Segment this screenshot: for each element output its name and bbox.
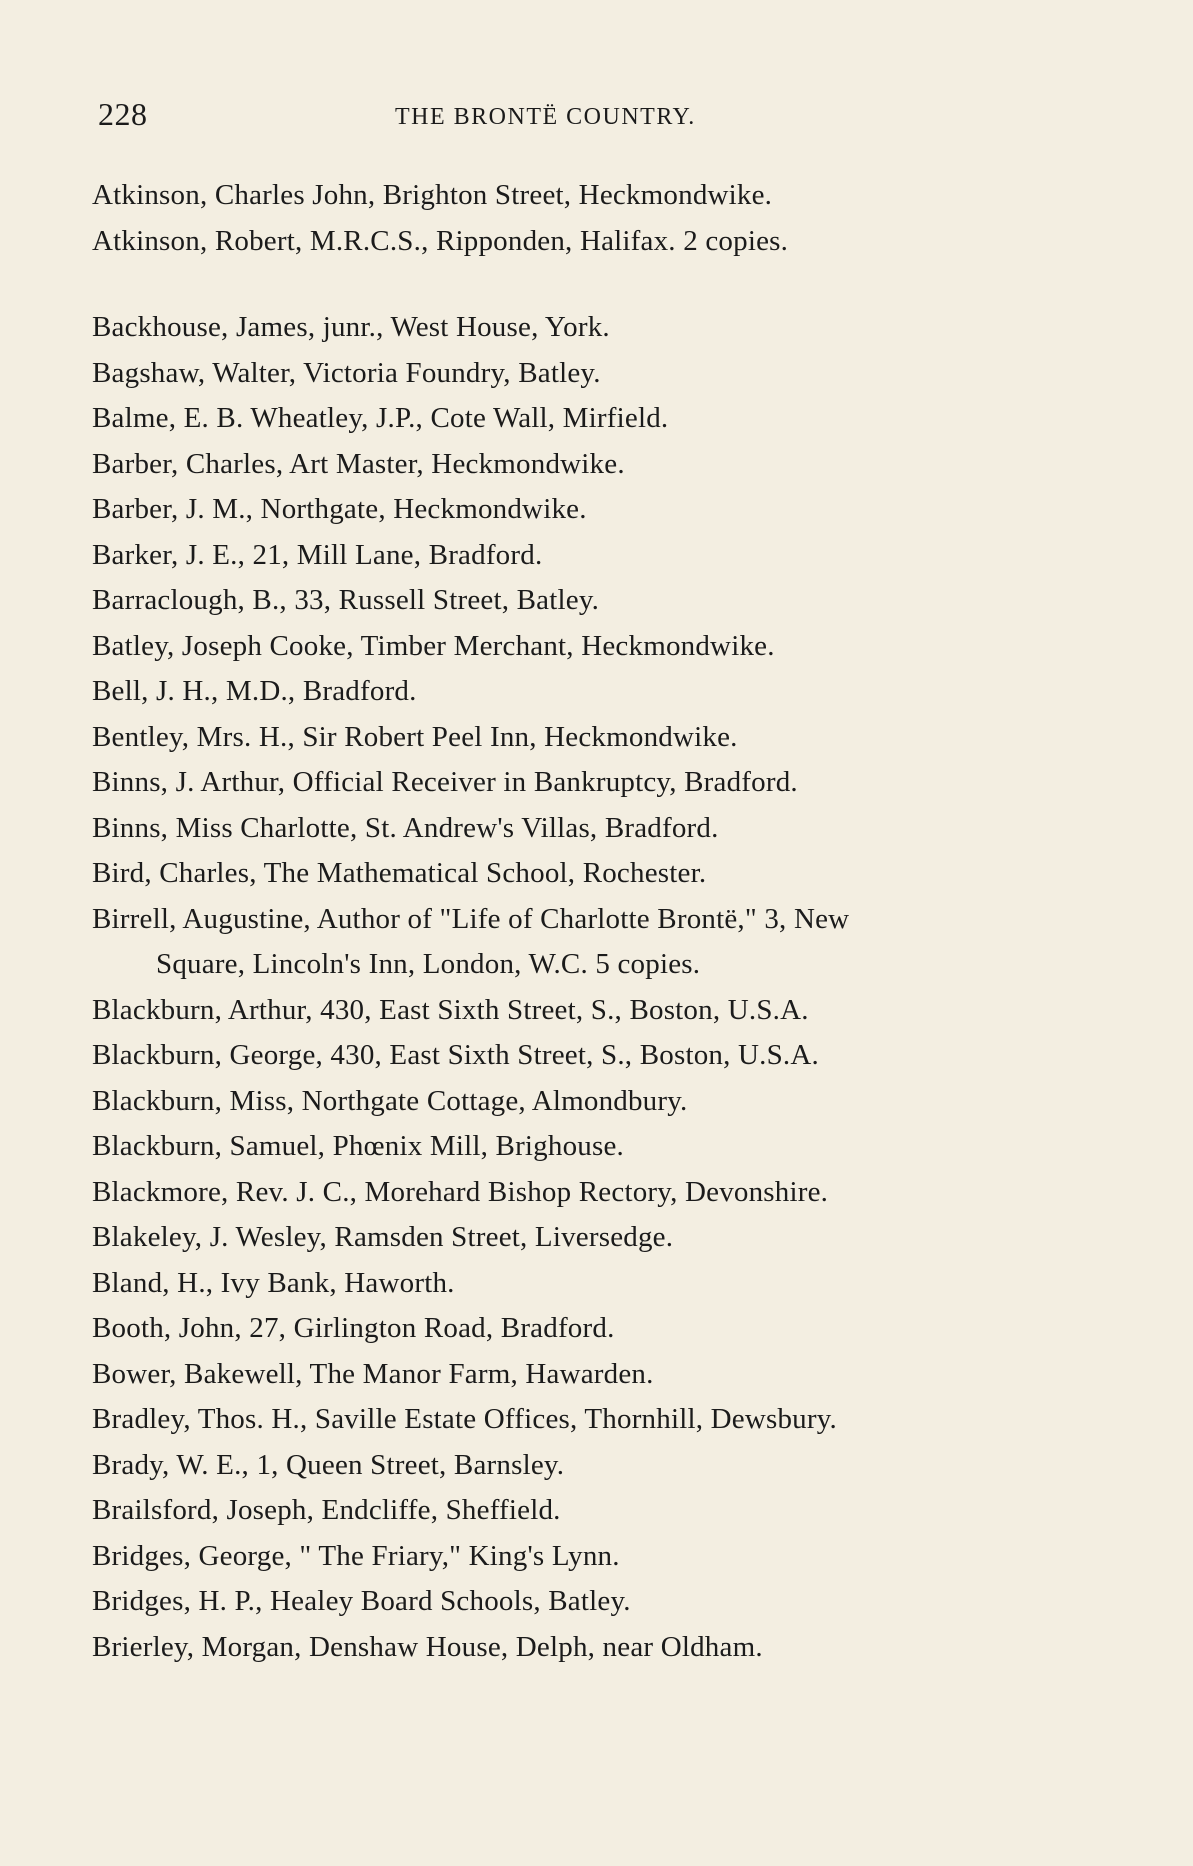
list-entry: Barraclough, B., 33, Russell Street, Batley. xyxy=(92,584,600,616)
list-entry: Batley, Joseph Cooke, Timber Merchant, Heckmondwike. xyxy=(92,629,775,662)
page-header xyxy=(98,96,998,146)
list-entry: Barber, J. M., Northgate, Heckmondwike. xyxy=(92,493,587,525)
list-entry: Bland, H., Ivy Bank, Haworth. xyxy=(92,1266,455,1299)
subscriber-list xyxy=(92,173,1082,1670)
list-entry: Bagshaw, Walter, Victoria Foundry, Batley. xyxy=(92,356,601,389)
list-entry: Atkinson, Robert, M.R.C.S., Ripponden, Halifax. 2 copies. xyxy=(92,224,789,257)
list-entry: Bridges, H. P., Healey Board Schools, Batley. xyxy=(92,1585,631,1617)
list-entry: Blackburn, Arthur, 430, East Sixth Street, S., Boston, U.S.A. xyxy=(92,993,809,1026)
list-entry: Backhouse, James, junr., West House, York. xyxy=(92,311,610,343)
list-entry: Brierley, Morgan, Denshaw House, Delph, near Oldham. xyxy=(92,1630,763,1663)
list-entry: Birrell, Augustine, Author of "Life of Charlotte Brontë," 3, New xyxy=(92,902,850,935)
list-entry: Binns, Miss Charlotte, St. Andrew's Villas, Bradford. xyxy=(92,811,719,844)
list-entry: Barber, Charles, Art Master, Heckmondwike. xyxy=(92,447,625,480)
list-entry: Brailsford, Joseph, Endcliffe, Sheffield. xyxy=(92,1494,561,1526)
list-entry: Blackburn, Samuel, Phœnix Mill, Brighouse. xyxy=(92,1130,624,1162)
list-entry: Brady, W. E., 1, Queen Street, Barnsley. xyxy=(92,1448,565,1481)
list-entry: Bradley, Thos. H., Saville Estate Offices, Thornhill, Dewsbury. xyxy=(92,1403,837,1435)
list-entry: Atkinson, Charles John, Brighton Street, Heckmondwike. xyxy=(92,179,773,211)
list-entry: Bell, J. H., M.D., Bradford. xyxy=(92,675,417,707)
list-entry: Booth, John, 27, Girlington Road, Bradford. xyxy=(92,1312,615,1344)
list-entry-continuation: Square, Lincoln's Inn, London, W.C. 5 copies. xyxy=(156,948,701,980)
list-entry: Barker, J. E., 21, Mill Lane, Bradford. xyxy=(92,538,543,571)
list-entry: Bird, Charles, The Mathematical School, Rochester. xyxy=(92,857,707,889)
list-entry: Blackburn, Miss, Northgate Cottage, Almondbury. xyxy=(92,1084,688,1117)
running-head: THE BRONTË COUNTRY. xyxy=(395,104,696,130)
list-entry: Balme, E. B. Wheatley, J.P., Cote Wall, Mirfield. xyxy=(92,402,669,434)
list-entry: Bower, Bakewell, The Manor Farm, Hawarden. xyxy=(92,1357,654,1390)
list-entry: Blackburn, George, 430, East Sixth Street, S., Boston, U.S.A. xyxy=(92,1039,819,1071)
list-entry: Binns, J. Arthur, Official Receiver in Bankruptcy, Bradford. xyxy=(92,766,798,798)
list-entry: Blackmore, Rev. J. C., Morehard Bishop Rectory, Devonshire. xyxy=(92,1175,829,1208)
page-number: 228 xyxy=(98,96,148,132)
list-entry: Blakeley, J. Wesley, Ramsden Street, Liversedge. xyxy=(92,1221,674,1253)
list-entry: Bridges, George, " The Friary," King's Lynn. xyxy=(92,1539,620,1572)
list-entry: Bentley, Mrs. H., Sir Robert Peel Inn, Heckmondwike. xyxy=(92,720,738,753)
